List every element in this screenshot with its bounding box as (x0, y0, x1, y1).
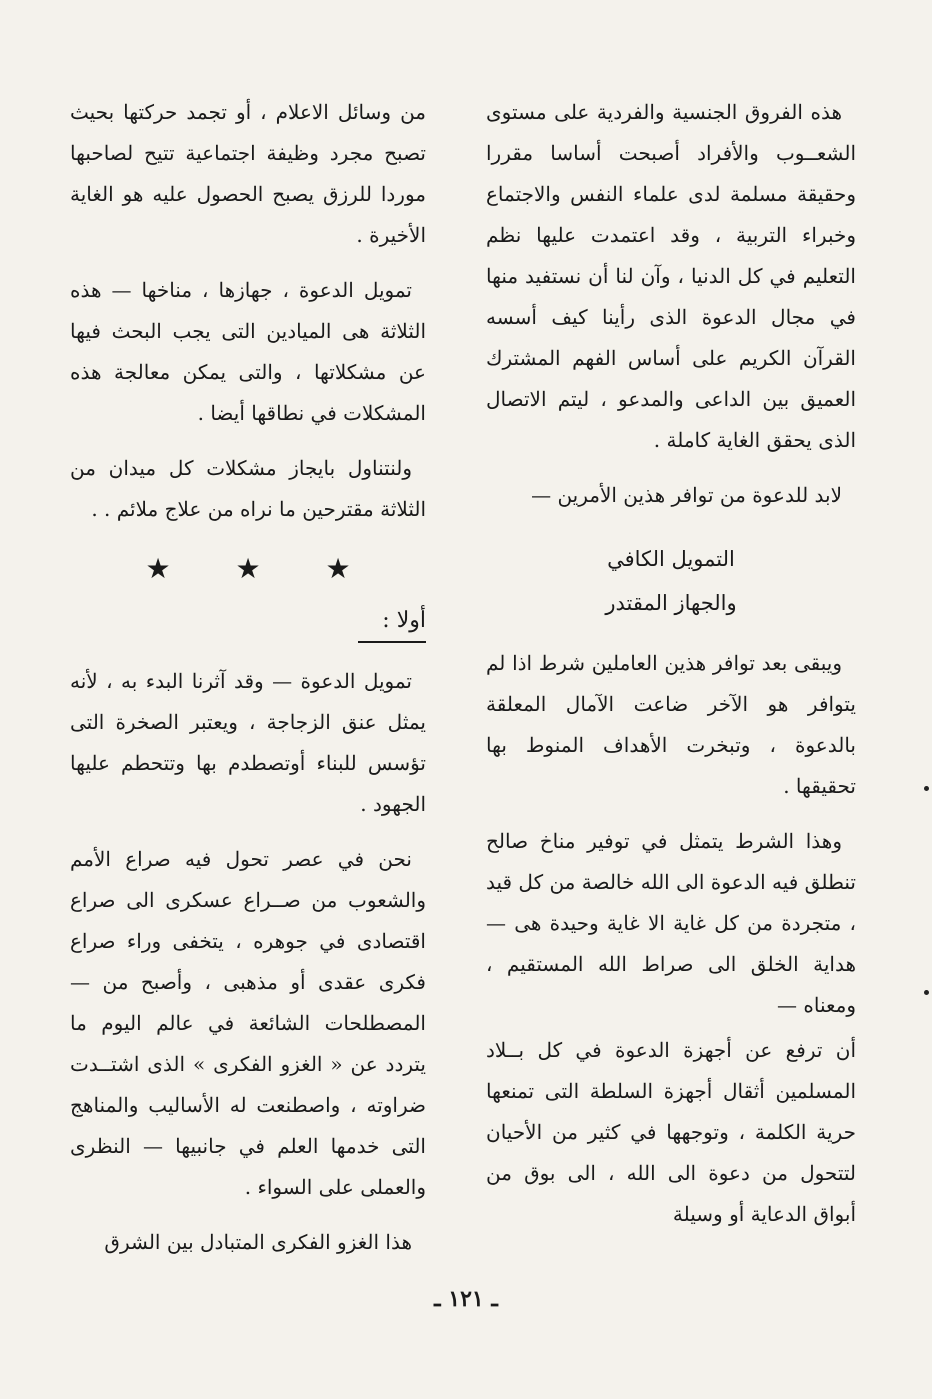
section-heading-text: أولا : (358, 603, 426, 643)
scan-dot-mark (924, 786, 929, 791)
paragraph: هذه الفروق الجنسية والفردية على مستوى الشعــوب والأفراد أصبحت أساسا مقررا وحقيقة مسلمة لدى علماء النفس والاجتماع وخبراء التربية ، وقد اعتمدت عليها نظم التعليم في كل الدنيا ، وآن لنا أن نستفيد منها في مجال الدعوة الذى رأينا كيف أسسه القرآن الكريم على أساس الفهم المشترك العميق بين الداعى والمدعو ، ليتم الاتصال الذى يحقق الغاية كاملة . (486, 100, 856, 452)
scan-dot-mark (924, 990, 929, 995)
paragraph: هذا الغزو الفكرى المتبادل بين الشرق (104, 1230, 412, 1254)
paragraph: ويبقى بعد توافر هذين العاملين شرط اذا لم يتوافر هو الآخر ضاعت الآمال المعلقة بالدعوة ، وتبخرت الأهداف المنوط بها تحقيقها . (486, 651, 856, 798)
paragraph: نحن في عصر تحول فيه صراع الأمم والشعوب من صــراع عسكرى الى صراع اقتصادى في جوهره ، يتخفى وراء صراع فكرى عقدى أو مذهبى ، وأصبح من — المصطلحات الشائعة في عالم اليوم ما يتردد عن « الغزو الفكرى » الذى اشتــدت ضراوته ، واصطنعت له الأساليب والمناهج التى خدمها العلم في جانبيها — النظرى والعملى على السواء . (70, 847, 426, 1199)
section-heading (70, 603, 426, 643)
paragraph: أن ترفع عن أجهزة الدعوة في كل بــلاد المسلمين أثقال أجهزة السلطة التى تمنعها حرية الكلمة ، وتوجهها في كثير من الأحيان لتتحول من دعوة الى الله ، الى بوق من أبواق الدعاية أو وسيلة (486, 1038, 856, 1226)
paragraph: لابد للدعوة من توافر هذين الأمرين — (531, 483, 842, 507)
paragraph: تمويل الدعوة ، جهازها ، مناخها — هذه الثلاثة هى الميادين التى يجب البحث فيها عن مشكلاتها ، والتى يمكن معالجة هذه المشكلات في نطاقها أيضا . (70, 278, 426, 425)
paragraph: وهذا الشرط يتمثل في توفير مناخ صالح تنطلق فيه الدعوة الى الله خالصة من كل قيد ، متجردة من كل غاية الا غاية وحيدة هى — هداية الخلق الى صراط الله المستقيم ، ومعناه — (485, 829, 856, 1017)
paragraph: من وسائل الاعلام ، أو تجمد حركتها بحيث تصبح مجرد وظيفة اجتماعية تتيح لصاحبها موردا للرزق يصبح الحصول عليه هو الغاية الأخيرة . (70, 100, 426, 247)
paragraph: ولنتناول بايجاز مشكلات كل ميدان من الثلاثة مقترحين ما نراه من علاج ملائم . . (70, 456, 426, 521)
page-number: ـ ١٢١ ـ (434, 1286, 498, 1312)
list-item: التمويل الكافي (607, 547, 735, 571)
right-column (486, 92, 856, 1249)
paragraph: تمويل الدعوة — وقد آثرنا البدء به ، لأنه يمثل عنق الزجاجة ، ويعتبر الصخرة التى تؤسس للبناء أوتصطدم بها وتتحطم عليها الجهود . (70, 669, 426, 816)
section-separator-stars: ★ ★ ★ (145, 552, 379, 585)
list-item: والجهاز المقتدر (605, 591, 737, 615)
left-column (70, 92, 426, 1277)
